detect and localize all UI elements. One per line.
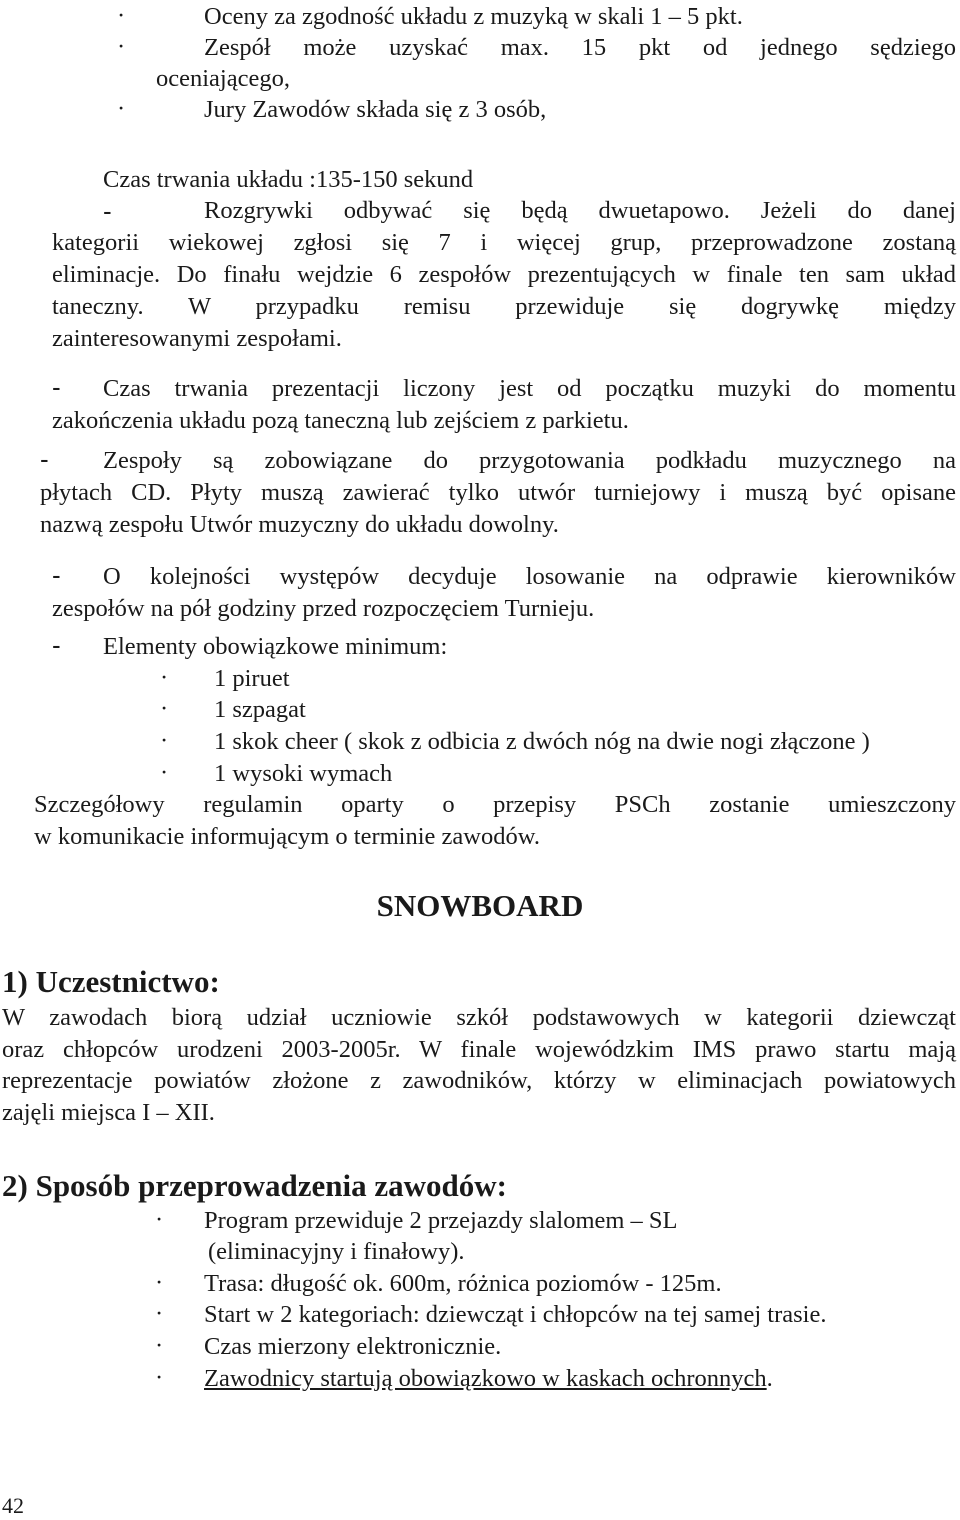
dash-icon: - — [40, 444, 49, 474]
paragraph-line: nazwą zespołu Utwór muzyczny do układu dowolny. — [40, 511, 559, 538]
paragraph-line: zainteresowanymi zespołami. — [52, 325, 342, 352]
paragraph-line: W zawodach biorą udział uczniowie szkół podstawowych w kategorii dziewcząt — [2, 1004, 956, 1031]
section-heading: 2) Sposób przeprowadzenia zawodów: — [2, 1168, 507, 1203]
list-item: Trasa: długość ok. 600m, różnica poziomów - 125m. — [204, 1270, 722, 1297]
paragraph-line: Rozgrywki odbywać się będą dwuetapowo. Jeżeli do danej — [204, 197, 956, 224]
dash-icon: - — [103, 196, 112, 226]
paragraph-line: kategorii wiekowej zgłosi się 7 i więcej grup, przeprowadzone zostaną — [52, 229, 956, 256]
paragraph-line: Szczegółowy regulamin oparty o przepisy PSCh zostanie umieszczony — [34, 791, 956, 818]
paragraph-line: oraz chłopców urodzeni 2003-2005r. W finale wojewódzkim IMS prawo startu mają — [2, 1036, 956, 1063]
dash-icon: - — [52, 560, 61, 590]
bullet-icon: · — [160, 695, 169, 722]
bullet-icon: · — [117, 33, 126, 60]
paragraph-line: reprezentacje powiatów złożone z zawodników, którzy w eliminacjach powiatowych — [2, 1067, 956, 1094]
list-item: Zespół może uzyskać max. 15 pkt od jednego sędziego — [204, 34, 956, 61]
paragraph-line: O kolejności występów decyduje losowanie na odprawie kierowników — [103, 563, 956, 590]
list-item: Program przewiduje 2 przejazdy slalomem – SL — [204, 1207, 678, 1234]
dash-icon: - — [52, 372, 61, 402]
list-item: Jury Zawodów składa się z 3 osób, — [204, 96, 547, 123]
paragraph-line: Czas trwania prezentacji liczony jest od początku muzyki do momentu — [103, 375, 956, 402]
paragraph-line: zakończenia układu pozą taneczną lub zejściem z parkietu. — [52, 407, 629, 434]
section-heading: 1) Uczestnictwo: — [2, 964, 220, 999]
section-title: SNOWBOARD — [376, 888, 584, 923]
paragraph-line: zajęli miejsca I – XII. — [2, 1099, 215, 1126]
list-item: 1 skok cheer ( skok z odbicia z dwóch nóg na dwie nogi złączone ) — [214, 728, 870, 755]
elements-heading: Elementy obowiązkowe minimum: — [103, 633, 448, 660]
bullet-icon: · — [117, 95, 126, 122]
period-text: . — [766, 1365, 773, 1392]
paragraph-line: taneczny. W przypadku remisu przewiduje się dogrywkę między — [52, 293, 956, 320]
paragraph-line: eliminacje. Do finału wejdzie 6 zespołów prezentujących w finale ten sam układ — [52, 261, 956, 288]
page-number: 42 — [2, 1493, 24, 1518]
bullet-icon: · — [160, 759, 169, 786]
list-item-continuation: oceniającego, — [156, 65, 290, 92]
paragraph-line: płytach CD. Płyty muszą zawierać tylko utwór turniejowy i muszą być opisane — [40, 479, 956, 506]
bullet-icon: · — [155, 1332, 164, 1359]
list-item: 1 szpagat — [214, 696, 306, 723]
list-item — [204, 1364, 773, 1394]
bullet-icon: · — [160, 664, 169, 691]
list-item: Start w 2 kategoriach: dziewcząt i chłopców na tej samej trasie. — [204, 1301, 827, 1328]
bullet-icon: · — [155, 1269, 164, 1296]
paragraph-line: w komunikacie informującym o terminie zawodów. — [34, 823, 540, 850]
list-item-continuation: (eliminacyjny i finałowy). — [208, 1238, 465, 1265]
bullet-icon: · — [160, 727, 169, 754]
bullet-icon: · — [117, 2, 126, 29]
list-item: 1 piruet — [214, 665, 290, 692]
underlined-text: Zawodnicy startują obowiązkowo w kaskach ochronnych — [204, 1365, 767, 1392]
list-item: Oceny za zgodność układu z muzyką w skali 1 – 5 pkt. — [204, 3, 743, 30]
dash-icon: - — [52, 630, 61, 660]
list-item: 1 wysoki wymach — [214, 760, 393, 787]
bullet-icon: · — [155, 1300, 164, 1327]
bullet-icon: · — [155, 1206, 164, 1233]
paragraph-line: Zespoły są zobowiązane do przygotowania podkładu muzycznego na — [103, 447, 956, 474]
list-item: Czas mierzony elektronicznie. — [204, 1333, 502, 1360]
paragraph-line: zespołów na pół godziny przed rozpoczęciem Turnieju. — [52, 595, 595, 622]
bullet-icon: · — [155, 1364, 164, 1391]
duration-text: Czas trwania układu :135-150 sekund — [103, 166, 474, 193]
